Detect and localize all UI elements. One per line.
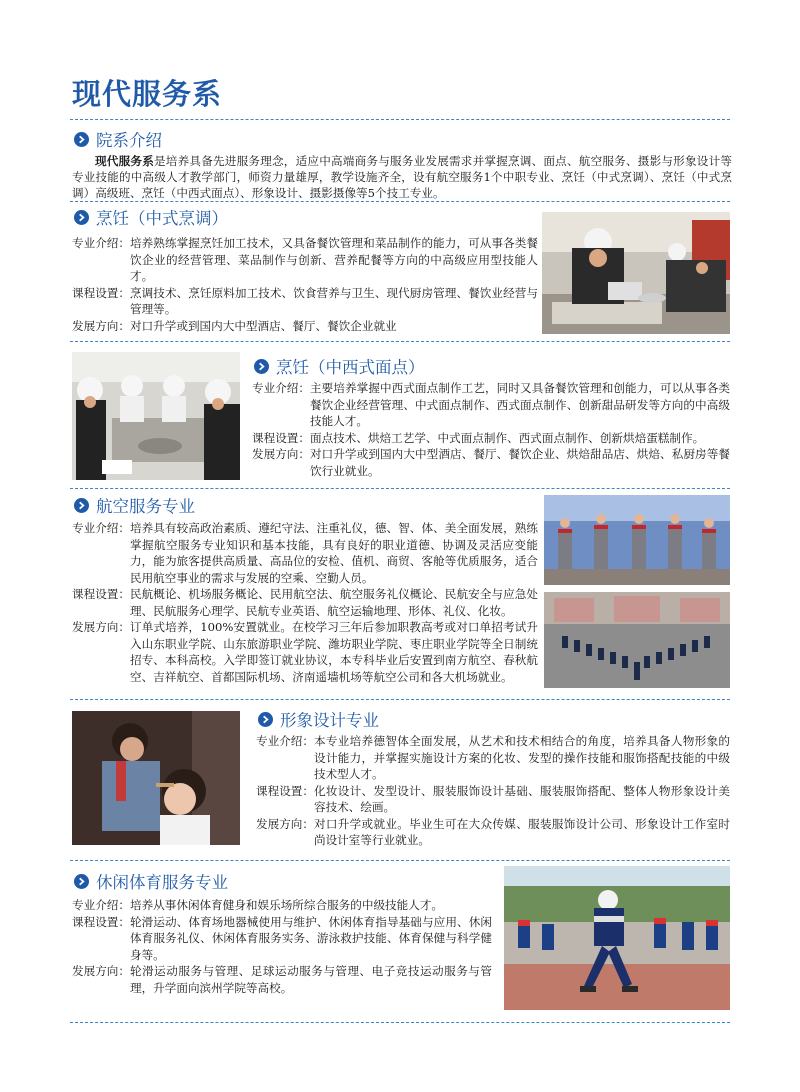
row-label: 发展方向： xyxy=(72,620,130,634)
row-label: 课程设置： xyxy=(252,430,310,445)
intro-body: 是培养具备先进服务理念，适应中高端商务与服务业发展需求并掌握烹调、面点、航空服务、摄影与形象设计等专业技能的中高级人才教学部门，师资力量雄厚，教学设施齐全，设有航空服务1个中职专业、烹饪（中式烹调）、烹饪（中式烹调）高级班、烹饪（中西式面点）、形象设计、摄影摄像等5个技工专业。 xyxy=(72,154,732,200)
row-text: 轮滑运动服务与管理、足球运动服务与管理、电子竞技运动服务与管理，升学面向滨州学院等高校。 xyxy=(129,964,492,995)
photo-flight-attendants-formation xyxy=(544,592,730,688)
row-label: 课程设置： xyxy=(256,783,314,798)
photo-makeup-artist xyxy=(72,711,240,845)
detail-row xyxy=(256,733,730,783)
row-text: 化妆设计、发型设计、服装服饰设计基础、服装服饰搭配、整体人物形象设计美容技术、绘画。 xyxy=(313,783,730,814)
detail-row xyxy=(72,619,538,685)
chevron-right-icon xyxy=(74,132,89,147)
row-label: 发展方向： xyxy=(72,964,130,978)
divider xyxy=(70,341,730,342)
row-label: 发展方向： xyxy=(256,816,314,831)
divider xyxy=(70,201,730,202)
row-text: 民航概论、机场服务概论、民用航空法、航空服务礼仪概论、民航安全与应急处理、民航服务心理学、民航专业英语、航空运输地理、形体、礼仪、化妆。 xyxy=(129,587,538,618)
divider xyxy=(70,860,730,861)
row-text: 轮滑运动、体育场地器械使用与维护、休闲体育指导基础与应用、休闲体育服务礼仪、休闲体育服务实务、游泳救护技能、体育保健与科学健身等。 xyxy=(129,914,492,962)
detail-row xyxy=(72,914,492,964)
row-text: 面点技术、烘焙工艺学、中式面点制作、西式面点制作、创新烘焙蛋糕制作。 xyxy=(309,430,705,445)
photo-roller-skating xyxy=(504,866,730,1010)
row-label: 专业介绍： xyxy=(72,898,130,912)
section-heading-leisure-sports xyxy=(74,870,228,892)
row-label: 课程设置： xyxy=(72,285,130,300)
section-heading-aviation xyxy=(74,494,195,516)
row-text: 培养熟练掌握烹饪加工技术，又具备餐饮管理和菜品制作的能力，可从事各类餐饮企业的经营管理、菜品制作与创新、营养配餐等方向的中高级应用型技能人才。 xyxy=(129,236,538,283)
major-details-chinese-cooking xyxy=(72,235,538,334)
major-details-leisure-sports xyxy=(72,897,492,996)
row-label: 课程设置： xyxy=(72,587,130,601)
section-heading-chinese-cooking xyxy=(74,206,228,228)
divider xyxy=(70,119,730,120)
intro-paragraph xyxy=(72,153,732,201)
major-details-pastry xyxy=(252,380,730,479)
row-text: 培养具有较高政治素质、遵纪守法、注重礼仪，德、智、体、美全面发展，熟练掌握航空服务专业知识和基本技能，具有良好的职业道德、协调及灵活应变能力，能为旅客提供高质量、高品位的安检、值机、商贸、客舱等优质服务，适合民用航空事业的需求与发展的空乘、空勤人员。 xyxy=(129,521,538,585)
major-details-image-design xyxy=(256,733,730,849)
photo-flight-attendants-stage xyxy=(544,495,730,585)
section-heading-label: 休闲体育服务专业 xyxy=(96,873,228,892)
detail-row xyxy=(72,235,538,285)
chevron-right-icon xyxy=(254,359,269,374)
detail-row xyxy=(252,430,730,447)
row-text: 对口升学或就业。毕业生可在大众传媒、服装服饰设计公司、形象设计工作室时尚设计室等行业就业。 xyxy=(313,816,730,847)
section-heading-label: 航空服务专业 xyxy=(96,497,195,516)
row-label: 发展方向： xyxy=(72,318,130,333)
row-text: 订单式培养，100%安置就业。在校学习三年后参加职教高考或对口单招考试升入山东职业学院、山东旅游职业学院、潍坊职业学院、枣庄职业学院等全日制统招专、本科高校。入学即签订就业协议，本专科毕业后安置到南方航空、春秋航空、吉祥航空、首都国际机场、济南遥墙机场等航空公司和各大机场就业。 xyxy=(129,620,538,684)
detail-row xyxy=(72,963,492,996)
row-text: 对口升学或到国内大中型酒店、餐厅、餐饮企业、烘焙甜品店、烘焙、私厨房等餐饮行业就业。 xyxy=(309,447,730,478)
row-label: 专业介绍： xyxy=(72,236,130,250)
chevron-right-icon xyxy=(258,712,273,727)
detail-row xyxy=(72,285,538,318)
row-text: 主要培养掌握中西式面点制作工艺，同时又具备餐饮管理和创能力，可以从事各类餐饮企业经营管理、中式面点制作、西式面点制作、创新甜品研发等方向的中高级技能人才。 xyxy=(309,381,730,428)
chevron-right-icon xyxy=(74,874,89,889)
row-text: 烹调技术、烹饪原料加工技术、饮食营养与卫生、现代厨房管理、餐饮业经营与管理等。 xyxy=(129,285,538,316)
chevron-right-icon xyxy=(74,210,89,225)
section-heading-label: 烹饪（中式烹调） xyxy=(96,209,228,228)
detail-row xyxy=(256,783,730,816)
row-label: 发展方向： xyxy=(252,447,310,461)
section-heading-label: 烹饪（中西式面点） xyxy=(276,358,425,377)
divider xyxy=(70,488,730,489)
major-details-aviation xyxy=(72,520,538,685)
detail-row xyxy=(72,318,538,335)
divider xyxy=(70,1022,730,1023)
row-text: 本专业培养德智体全面发展，从艺术和技术相结合的角度，培养具备人物形象的设计能力，并掌握实施设计方案的化妆、发型的操作技能和服饰搭配技能的中级技术型人才。 xyxy=(313,734,730,781)
intro-lead: 现代服务系 xyxy=(95,154,154,168)
section-heading-image-design xyxy=(258,708,379,730)
chevron-right-icon xyxy=(74,498,89,513)
detail-row xyxy=(252,446,730,479)
page-title: 现代服务系 xyxy=(72,77,223,111)
divider xyxy=(70,699,730,700)
photo-pastry-class xyxy=(72,352,240,480)
photo-chef-cooking xyxy=(542,212,730,334)
detail-row xyxy=(72,897,492,914)
detail-row xyxy=(72,586,538,619)
detail-row xyxy=(252,380,730,430)
row-label: 专业介绍： xyxy=(72,521,130,535)
row-text: 培养从事休闲体育健身和娱乐场所综合服务的中级技能人才。 xyxy=(129,898,444,912)
detail-row xyxy=(256,816,730,849)
section-heading-intro xyxy=(74,128,162,150)
section-heading-label: 院系介绍 xyxy=(96,131,162,150)
row-label: 专业介绍： xyxy=(256,734,314,748)
section-heading-pastry xyxy=(254,355,425,377)
row-label: 专业介绍： xyxy=(252,381,310,395)
row-text: 对口升学或到国内大中型酒店、餐厅、餐饮企业就业 xyxy=(129,318,397,333)
detail-row xyxy=(72,520,538,586)
row-label: 课程设置： xyxy=(72,914,130,929)
section-heading-label: 形象设计专业 xyxy=(280,711,379,730)
